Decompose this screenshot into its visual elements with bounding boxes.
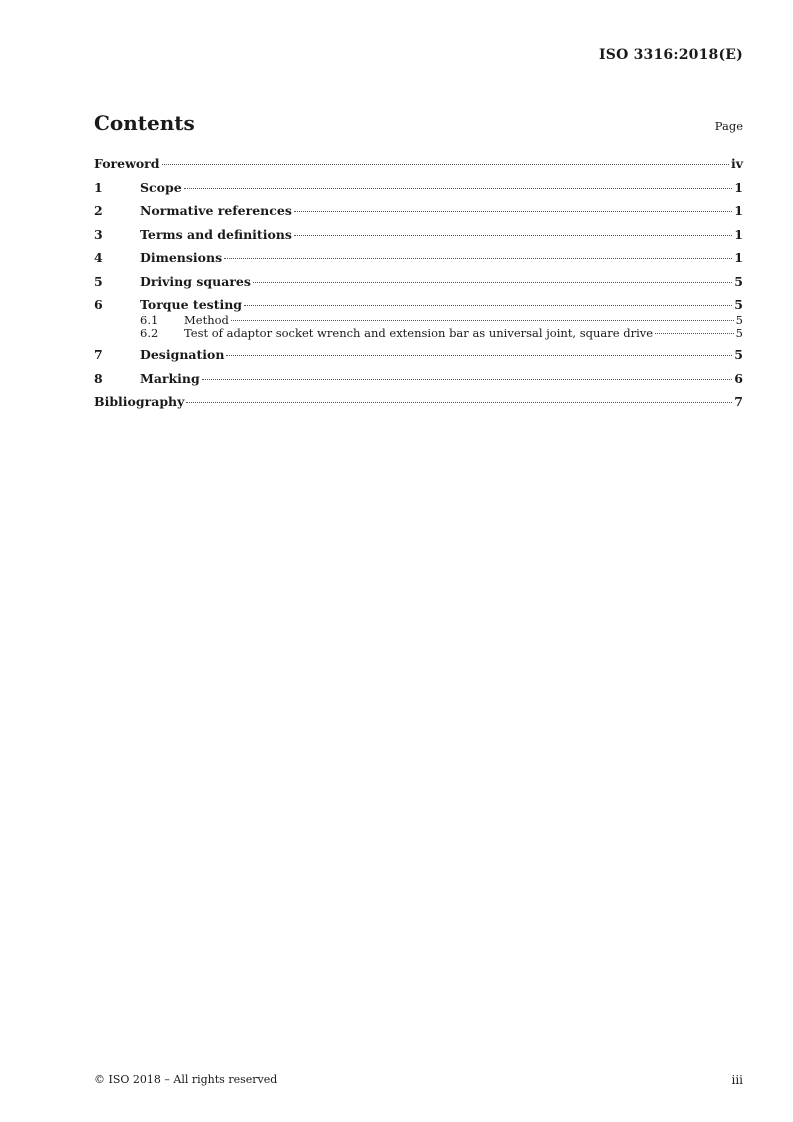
toc-entry-label: Terms and definitions bbox=[140, 226, 292, 242]
dot-leader bbox=[253, 282, 732, 283]
dot-leader bbox=[226, 355, 732, 356]
toc-entry-section-5[interactable] bbox=[94, 274, 743, 290]
dot-leader bbox=[186, 402, 732, 403]
page-number: iii bbox=[731, 1073, 743, 1087]
toc-entry-page: iv bbox=[730, 156, 743, 171]
toc-entry-label: Scope bbox=[140, 179, 182, 195]
table-of-contents bbox=[94, 156, 743, 418]
toc-entry-number: 6.2 bbox=[140, 326, 159, 340]
copyright-notice: © ISO 2018 – All rights reserved bbox=[94, 1073, 278, 1086]
dot-leader bbox=[244, 305, 732, 306]
toc-entry-page: 5 bbox=[735, 326, 743, 340]
toc-entry-section-4[interactable] bbox=[94, 250, 743, 266]
toc-entry-label: Marking bbox=[140, 370, 200, 386]
dot-leader bbox=[184, 188, 733, 189]
toc-entry-page: 1 bbox=[734, 203, 743, 218]
toc-entry-page: 1 bbox=[734, 179, 743, 195]
toc-entry-section-1[interactable] bbox=[94, 180, 743, 196]
toc-entry-bibliography[interactable] bbox=[94, 394, 743, 410]
toc-entry-section-8[interactable] bbox=[94, 371, 743, 387]
toc-entry-number: 6 bbox=[94, 297, 103, 312]
toc-entry-page: 5 bbox=[734, 297, 743, 312]
toc-entry-section-3[interactable] bbox=[94, 227, 743, 243]
toc-entry-label: Driving squares bbox=[140, 273, 251, 289]
toc-entry-foreword[interactable] bbox=[94, 156, 743, 172]
toc-entry-section-7[interactable] bbox=[94, 347, 743, 363]
toc-entry-page: 5 bbox=[734, 273, 743, 289]
toc-entry-label: Foreword bbox=[94, 156, 160, 171]
dot-leader bbox=[231, 320, 734, 321]
toc-entry-section-2[interactable] bbox=[94, 203, 743, 219]
toc-entry-number: 4 bbox=[94, 250, 103, 265]
toc-entry-number: 6.1 bbox=[140, 313, 159, 327]
dot-leader bbox=[655, 333, 734, 334]
toc-entry-number: 7 bbox=[94, 347, 103, 362]
toc-entry-label: Dimensions bbox=[140, 250, 223, 265]
toc-entry-page: 5 bbox=[735, 313, 743, 327]
toc-entry-page: 1 bbox=[734, 226, 743, 242]
toc-entry-label: Torque testing bbox=[140, 297, 243, 312]
contents-header bbox=[94, 111, 743, 139]
toc-entry-page: 1 bbox=[734, 250, 743, 265]
dot-leader bbox=[294, 235, 732, 236]
page-footer bbox=[94, 1073, 743, 1089]
page-column-label: Page bbox=[714, 119, 743, 133]
toc-entry-label: Test of adaptor socket wrench and extension bar as universal joint, square drive bbox=[184, 326, 654, 340]
toc-entry-page: 5 bbox=[734, 347, 743, 362]
dot-leader bbox=[294, 211, 732, 212]
dot-leader bbox=[162, 164, 729, 165]
toc-entry-label: Designation bbox=[140, 347, 225, 362]
toc-entry-number: 8 bbox=[94, 370, 103, 386]
dot-leader bbox=[224, 258, 732, 259]
dot-leader bbox=[202, 379, 733, 380]
toc-entry-page: 7 bbox=[734, 394, 743, 409]
contents-title: Contents bbox=[94, 111, 195, 135]
toc-entry-number: 5 bbox=[94, 273, 103, 289]
toc-entry-subsection-6-1[interactable] bbox=[94, 313, 743, 326]
toc-entry-section-6[interactable] bbox=[94, 297, 743, 313]
toc-entry-subsection-6-2[interactable] bbox=[94, 326, 743, 339]
toc-entry-label: Method bbox=[184, 313, 229, 327]
toc-entry-label: Bibliography bbox=[94, 394, 185, 409]
toc-entry-page: 6 bbox=[734, 370, 743, 386]
document-identifier: ISO 3316:2018(E) bbox=[599, 47, 743, 63]
toc-entry-number: 3 bbox=[94, 226, 103, 242]
toc-entry-number: 1 bbox=[94, 179, 103, 195]
toc-entry-number: 2 bbox=[94, 203, 103, 218]
toc-entry-label: Normative references bbox=[140, 203, 292, 218]
